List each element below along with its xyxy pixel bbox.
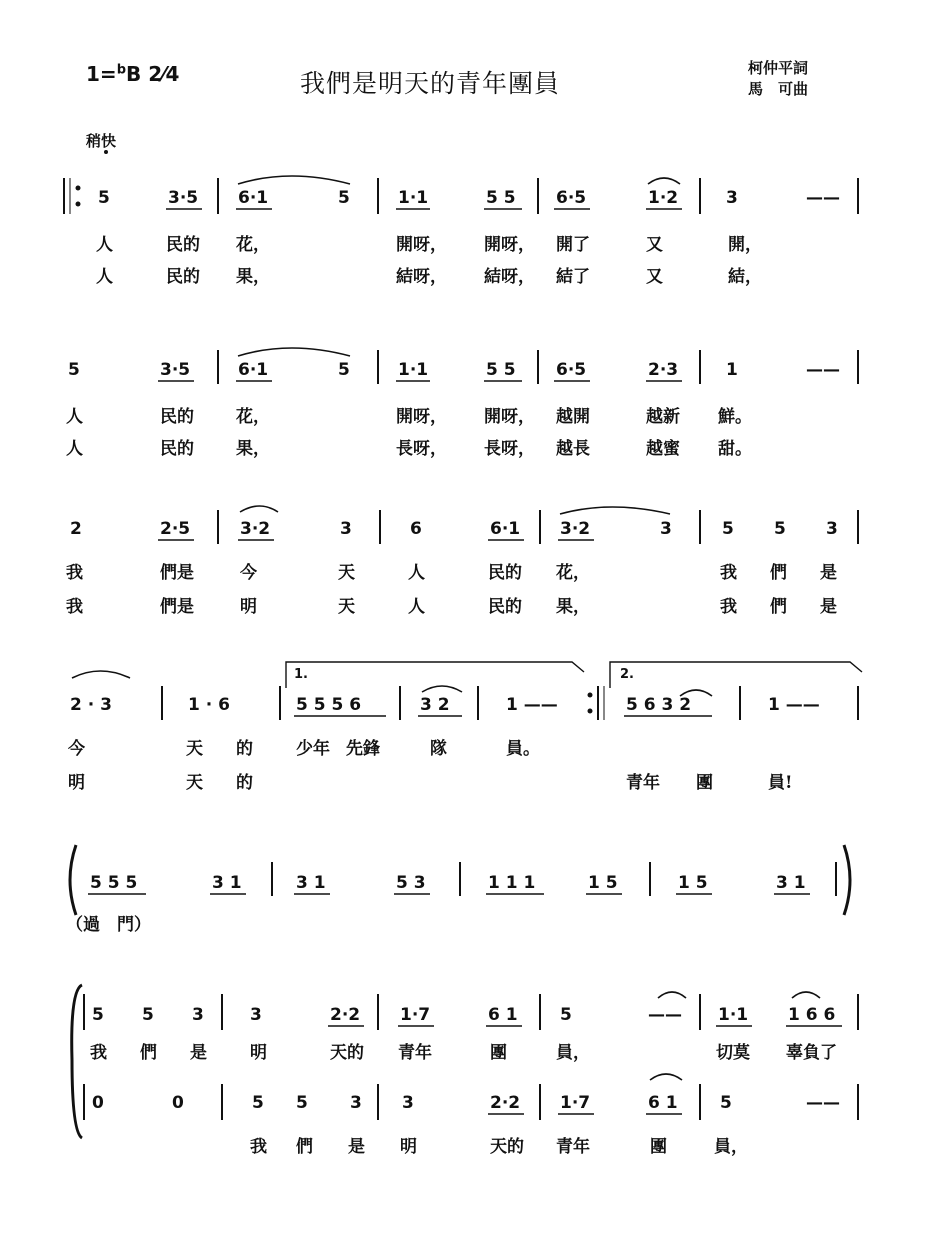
lyric: 天 (186, 739, 203, 759)
note: 1 5 (678, 873, 708, 893)
lyric: 民的 (160, 407, 194, 427)
lyric: 們是 (160, 597, 194, 617)
note: 5 5 5 6 (296, 695, 362, 715)
barlines (64, 178, 858, 1120)
lyric: 的 (236, 739, 253, 759)
lyric: 花， (236, 407, 270, 427)
lyric: 又 (646, 267, 663, 287)
lyric: 越蜜 (646, 439, 680, 459)
note: 6 1 (488, 1005, 518, 1025)
lyric: 人 (96, 267, 113, 287)
note: 3·2 (560, 519, 591, 539)
note: 6·5 (556, 360, 587, 380)
note: 6·5 (556, 188, 587, 208)
lyric: 花， (556, 563, 590, 583)
note: 1·1 (398, 360, 429, 380)
note: 3·2 (240, 519, 271, 539)
note: 6·1 (238, 360, 269, 380)
lyric: 果， (556, 597, 590, 617)
lyric: 青年 (626, 773, 660, 793)
note: 5 (98, 188, 110, 208)
lyric: 天 (186, 773, 203, 793)
lyric: 開， (728, 235, 762, 255)
lyricist: 柯仲平詞 (748, 59, 809, 77)
lyric: 青年 (398, 1043, 432, 1063)
note: 3 (826, 519, 838, 539)
lyric: 少年 (296, 739, 330, 759)
lyric: 員， (714, 1137, 748, 1157)
lyric: 民的 (166, 235, 200, 255)
lyric: 鮮。 (718, 407, 752, 427)
lyric: 果， (236, 267, 270, 287)
lyric: 明 (250, 1043, 267, 1063)
note: 2·2 (490, 1093, 521, 1113)
lyric: 青年 (556, 1137, 590, 1157)
note: 3 (402, 1093, 414, 1113)
lyric: 先鋒 (346, 739, 380, 759)
note: 5 5 (486, 360, 516, 380)
note: 1·1 (398, 188, 429, 208)
note: 1 —— (506, 695, 558, 715)
note: 3·5 (168, 188, 199, 208)
note: 2 (70, 519, 82, 539)
note: 3 1 (776, 873, 806, 893)
note: 5 5 (486, 188, 516, 208)
lyric: 今 (68, 739, 85, 759)
interlude-label: （過 門） (66, 915, 151, 935)
note: 1·7 (560, 1093, 591, 1113)
note: 5 (338, 188, 350, 208)
lyric: 結呀， (396, 267, 447, 287)
note: 6 (410, 519, 422, 539)
note: 2·3 (648, 360, 679, 380)
lyric: 天的 (330, 1043, 364, 1063)
note: 5 3 (396, 873, 426, 893)
lyric: 隊 (430, 739, 447, 759)
lyric: 開呀， (484, 235, 535, 255)
note: 3 (340, 519, 352, 539)
note: 2·5 (160, 519, 191, 539)
lyric: 人 (66, 439, 83, 459)
lyric: 開了 (556, 235, 590, 255)
note: 5 6 3 2 (626, 695, 692, 715)
lyric: 民的 (488, 563, 522, 583)
note: 3 (726, 188, 738, 208)
lyric: 人 (408, 597, 425, 617)
note: 5 (92, 1005, 104, 1025)
note: —— (648, 1005, 682, 1025)
volta-brackets (286, 662, 862, 688)
lyric: 天 (338, 563, 355, 583)
lyric: 是 (348, 1137, 365, 1157)
note: 5 (720, 1093, 732, 1113)
lyric: 結了 (556, 267, 590, 287)
volta-1: 1. (294, 667, 308, 682)
system-2 (66, 360, 840, 459)
lyric: 團 (696, 773, 713, 793)
lyric: 長呀， (396, 439, 447, 459)
lyric: 結呀， (484, 267, 535, 287)
note: 0 (172, 1093, 184, 1113)
volta-2: 2. (620, 667, 634, 682)
note: 3 2 (420, 695, 450, 715)
system-3 (66, 519, 838, 617)
note: 3 (192, 1005, 204, 1025)
note: 5 (338, 360, 350, 380)
lyric: 又 (646, 235, 663, 255)
lyric: 團 (650, 1137, 667, 1157)
note: 3 (250, 1005, 262, 1025)
note: 6·1 (238, 188, 269, 208)
note: 5 (774, 519, 786, 539)
note: —— (806, 360, 840, 380)
lyric: 員。 (506, 739, 540, 759)
lyric: 我 (66, 597, 83, 617)
lyric: 甜。 (718, 439, 752, 459)
tempo-marking: 稍快 (86, 132, 117, 150)
lyric: 我 (720, 597, 737, 617)
note: 3·5 (160, 360, 191, 380)
note: 1 6 6 (788, 1005, 836, 1025)
lyric: 結， (728, 267, 762, 287)
system-5-interlude (66, 873, 806, 935)
lyric: 是 (820, 563, 837, 583)
lyric: 越新 (646, 407, 680, 427)
lyric: 明 (240, 597, 257, 617)
lyric: 切莫 (716, 1043, 750, 1063)
lyric: 員， (556, 1043, 590, 1063)
note: 1 1 1 (488, 873, 536, 893)
note: —— (806, 188, 840, 208)
note: 5 (560, 1005, 572, 1025)
lyric: 們 (296, 1137, 313, 1157)
lyric: 天 (338, 597, 355, 617)
note: 5 (252, 1093, 264, 1113)
note: 3 (660, 519, 672, 539)
note: 1 5 (588, 873, 618, 893)
note: 1 —— (768, 695, 820, 715)
note: 5 (142, 1005, 154, 1025)
left-paren (70, 845, 76, 915)
lyric: 花， (236, 235, 270, 255)
note: 2 · 3 (70, 695, 112, 715)
lyric: 我 (720, 563, 737, 583)
lyric: 我 (90, 1043, 107, 1063)
system-6 (90, 1005, 840, 1157)
note: 3 1 (296, 873, 326, 893)
song-title: 我們是明天的青年團員 (300, 69, 561, 98)
note: 6 1 (648, 1093, 678, 1113)
lyric: 的 (236, 773, 253, 793)
note: 1 · 6 (188, 695, 230, 715)
lyric: 果， (236, 439, 270, 459)
note: 1·2 (648, 188, 679, 208)
lyric: 人 (408, 563, 425, 583)
note: 5 (68, 360, 80, 380)
note: 3 1 (212, 873, 242, 893)
note: 5 5 5 (90, 873, 138, 893)
note: 0 (92, 1093, 104, 1113)
lyric: 開呀， (396, 235, 447, 255)
note: 1 (726, 360, 738, 380)
lyric: 是 (190, 1043, 207, 1063)
system-1 (96, 188, 840, 287)
lyric: 辜負了 (786, 1043, 837, 1063)
note: 3 (350, 1093, 362, 1113)
lyric: 越長 (556, 439, 590, 459)
lyric: 民的 (166, 267, 200, 287)
lyric: 開呀， (484, 407, 535, 427)
lyric: 明 (400, 1137, 417, 1157)
lyric: 們 (140, 1043, 157, 1063)
lyric: 越開 (556, 407, 590, 427)
system-4 (68, 695, 820, 793)
lyric: 人 (96, 235, 113, 255)
lyric: 團 (490, 1043, 507, 1063)
time-signature: 2⁄4 (148, 62, 180, 86)
lyric: 民的 (160, 439, 194, 459)
lyric: 員! (768, 773, 793, 793)
lyric: 我 (250, 1137, 267, 1157)
lyric: 人 (66, 407, 83, 427)
note: 2·2 (330, 1005, 361, 1025)
lyric: 天的 (490, 1137, 524, 1157)
system-brace (72, 985, 82, 1138)
note: —— (806, 1093, 840, 1113)
right-paren (844, 845, 850, 915)
composer: 馬 可曲 (748, 80, 809, 98)
lyric: 是 (820, 597, 837, 617)
note: 5 (296, 1093, 308, 1113)
lyric: 民的 (488, 597, 522, 617)
lyric: 們是 (160, 563, 194, 583)
note: 6·1 (490, 519, 521, 539)
lyric: 們 (770, 597, 787, 617)
lyric: 今 (240, 563, 257, 583)
lyric: 長呀， (484, 439, 535, 459)
lyric: 們 (770, 563, 787, 583)
key-signature: 1=$^b$B 2⁄4 (86, 62, 180, 86)
lyric: 開呀， (396, 407, 447, 427)
lyric: 我 (66, 563, 83, 583)
note: 5 (722, 519, 734, 539)
lyric: 明 (68, 773, 85, 793)
note: 1·7 (400, 1005, 431, 1025)
note: 1·1 (718, 1005, 749, 1025)
slurs (72, 176, 820, 1080)
